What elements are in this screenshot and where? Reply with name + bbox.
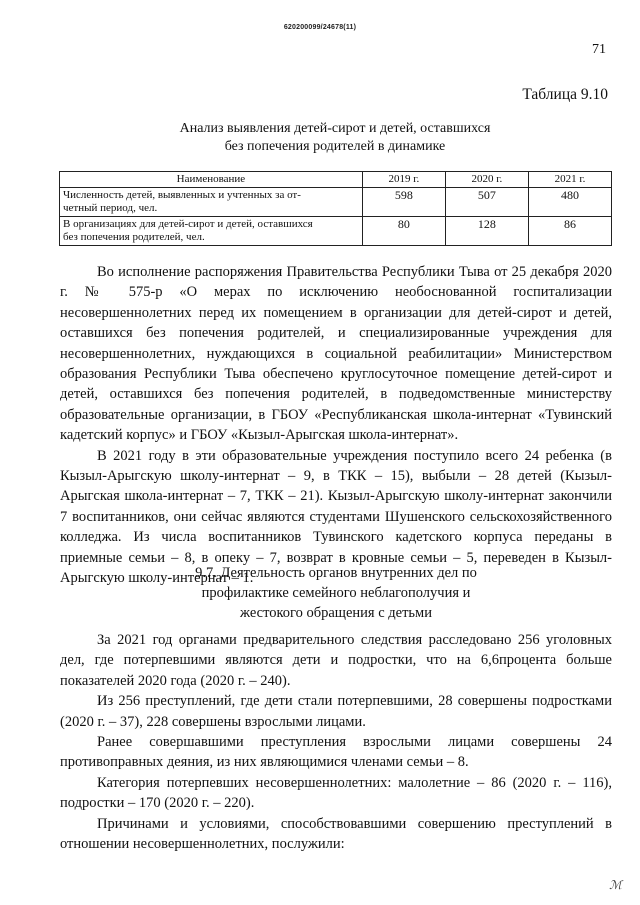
body-text-block-2 [60, 630, 612, 854]
table-label: Таблица 9.10 [522, 86, 608, 103]
handwritten-mark: ℳ [609, 878, 622, 892]
row-name-cell [60, 188, 363, 217]
table-title [60, 120, 610, 156]
paragraph: В 2021 году в эти образовательные учреждения поступило всего 24 ребенка (в Кызыл-Арыгскую школу-интернат – 9, в ТКК – 15), выбыли – 28 детей (Кызыл-Арыгская школа-интернат – 7, ТКК – 21). Кызыл-Арыгскую школу-интернат закончили 7 воспитанников, они сейчас являются студентами Шушенского сельскохозяйственного колледжа. Из числа воспитанников Тувинского кадетского корпуса переданы в приемные семьи – 8, в опеку – 7, возврат в кровные семьи – 5, переведен в Кызыл-Арыгскую школу-интернат – 1. [60, 447, 612, 587]
paragraph: Ранее совершавшими преступления взрослыми лицами совершены 24 противоправных деяния, из них являющимися членами семьи – 8. [60, 734, 612, 771]
value-cell-2019: 598 [362, 188, 445, 217]
row-name-line: Численность детей, выявленных и учтенных за от- [63, 189, 301, 201]
column-header-2020: 2020 г. [445, 172, 528, 188]
table-row [60, 188, 612, 217]
paragraph: Из 256 преступлений, где дети стали потерпевшими, 28 совершены подростками (2020 г. – 37), 228 совершены взрослыми лицами. [60, 693, 612, 730]
body-text-block-1 [60, 262, 612, 589]
section-heading-line: профилактике семейного неблагополучия и [201, 585, 471, 601]
value-cell-2021: 480 [528, 188, 611, 217]
paragraph: Причинами и условиями, способствовавшими совершению преступлений в отношении несовершеннолетних, послужили: [60, 815, 612, 853]
column-header-2021: 2021 г. [528, 172, 611, 188]
document-id: 620200099/24678(11) [283, 24, 357, 31]
row-name-cell [60, 217, 363, 246]
row-name-line: четный период, чел. [63, 202, 158, 214]
paragraph: За 2021 год органами предварительного следствия расследовано 256 уголовных дел, где потерпевшими являются дети и подростки, что на 6,6процента больше показателей 2020 года (2020 г. – 240). [60, 632, 612, 689]
paragraph: Категория потерпевших несовершеннолетних: малолетние – 86 (2020 г. – 116), подростки – 170 (2020 г. – 220). [60, 774, 612, 812]
column-header-2019: 2019 г. [362, 172, 445, 188]
table-title-line: Анализ выявления детей-сирот и детей, оставшихся [179, 121, 491, 136]
statistics-table [59, 171, 612, 246]
table-header-row [60, 172, 612, 188]
row-name-line: без попечения родителей, чел. [63, 231, 205, 243]
value-cell-2021: 86 [528, 217, 611, 246]
column-header-name: Наименование [60, 172, 363, 188]
section-heading-line: жестокого обращения с детьми [240, 605, 432, 621]
section-heading [60, 563, 612, 623]
section-heading-line: 9.7. Деятельность органов внутренних дел по [195, 565, 477, 581]
value-cell-2020: 128 [445, 217, 528, 246]
paragraph: Во исполнение распоряжения Правительства Республики Тыва от 25 декабря 2020 г. № 575-р «О мерах по исключению необоснованной госпитализации несовершеннолетних перед их помещением в организации для детей-сирот и детей, оставшихся без попечения родителей, и специализированные учреждения для несовершеннолетних, нуждающихся в социальной реабилитации» Министерством образования Республики Тыва обеспечено круглосуточное помещение детей-сирот и детей, оставшихся без попечения родителей, в подведомственные министерству образовательные организации, в ГБОУ «Республиканская школа-интернат «Тувинский кадетский корпус» и ГБОУ «Кызыл-Арыгская школа-интернат». [60, 264, 612, 444]
value-cell-2019: 80 [362, 217, 445, 246]
value-cell-2020: 507 [445, 188, 528, 217]
table-row [60, 217, 612, 246]
table-title-line: без попечения родителей в динамике [224, 139, 446, 154]
page-number: 71 [592, 42, 606, 57]
row-name-line: В организациях для детей-сирот и детей, оставшихся [63, 218, 313, 230]
